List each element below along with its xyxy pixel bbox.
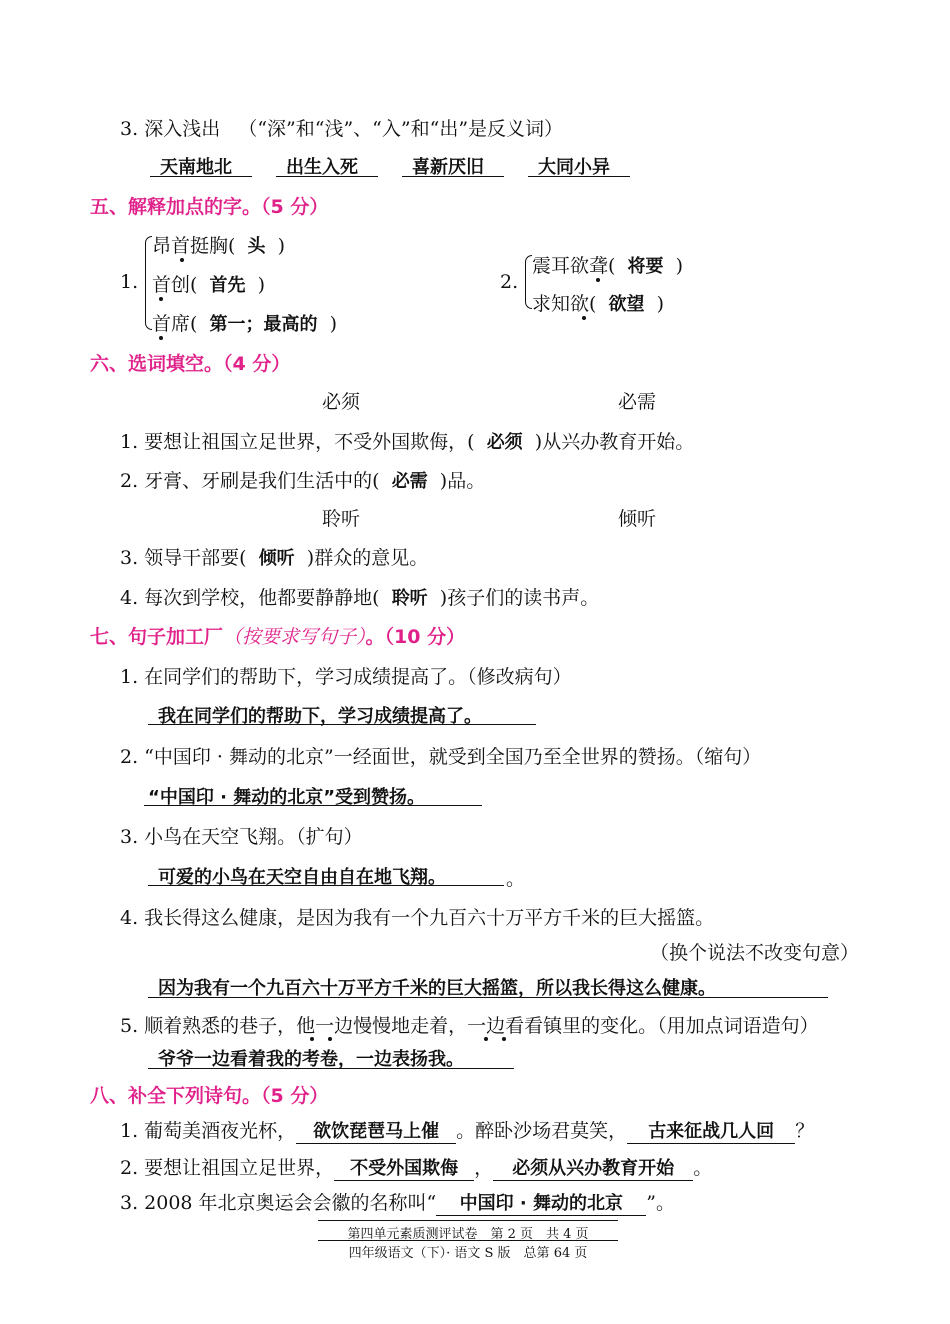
s7-q2: 2. “中国印 · 舞动的北京”一经面世，就受到全国乃至全世界的赞扬。（缩句） <box>120 746 762 768</box>
answer-4: 大同小异 <box>538 157 610 178</box>
answer-3: 喜新厌旧 <box>412 157 484 178</box>
brace-1 <box>145 236 152 330</box>
s7-q4-note: （换个说法不改变句意） <box>650 942 860 964</box>
s8-q1: 1. 葡萄美酒夜光杯， 欲饮琵琶马上催 。醉卧沙场君莫笑， 古来征战几人回 ？ <box>120 1116 814 1144</box>
answer-2: 出生入死 <box>286 157 358 178</box>
s7-q1: 1. 在同学们的帮助下，学习成绩提高了。（修改病句） <box>120 666 572 688</box>
g2-num: 2. <box>500 271 519 293</box>
g1-item-2: 首创( 首先 ) <box>152 274 266 296</box>
section-5-title: 五、解释加点的字。（5 分） <box>90 196 329 218</box>
s6-q1: 1. 要想让祖国立足世界，不受外国欺侮，( 必须 )从兴办教育开始。 <box>120 431 695 453</box>
s7-q4: 4. 我长得这么健康，是因为我有一个九百六十万平方千米的巨大摇篮。 <box>120 907 715 929</box>
word-bixu2: 必需 <box>618 391 657 413</box>
s6-q4: 4. 每次到学校，他都要静静地( 聆听 )孩子们的读书声。 <box>120 587 600 609</box>
s8-q2: 2. 要想让祖国立足世界， 不受外国欺侮 ， 必须从兴办教育开始 。 <box>120 1153 712 1181</box>
g1-num: 1. <box>120 271 139 293</box>
word-lingting: 聆听 <box>322 508 361 530</box>
section-8-title: 八、补全下列诗句。（5 分） <box>90 1085 329 1107</box>
s7-q5: 5. 顺着熟悉的巷子，他一边慢慢地走着，一边看看镇里的变化。（用加点词语造句） <box>120 1015 819 1037</box>
brace-2 <box>525 255 532 309</box>
word-qingting: 倾听 <box>618 508 657 530</box>
footer-line-2: 四年级语文（下）· 语文 S 版 总第 64 页 <box>348 1246 588 1261</box>
answer-1: 天南地北 <box>160 157 232 178</box>
s6-q2: 2. 牙膏、牙刷是我们生活中的( 必需 )品。 <box>120 470 486 492</box>
s6-q3: 3. 领导干部要( 倾听 )群众的意见。 <box>120 547 429 569</box>
q3-top: 3. 深入浅出 （“深”和“浅”、“入”和“出”是反义词） <box>120 118 564 140</box>
word-bixu: 必须 <box>322 391 361 413</box>
g1-item-3: 首席( 第一；最高的 ) <box>152 313 338 335</box>
s7-a1: 我在同学们的帮助下，学习成绩提高了。 <box>158 706 482 727</box>
footer-line-1: 第四单元素质测评试卷 第 2 页 共 4 页 <box>347 1227 589 1242</box>
g2-item-1: 震耳欲聋( 将要 ) <box>532 255 684 277</box>
s7-a3: 可爱的小鸟在天空自由自在地飞翔。 <box>158 867 446 888</box>
g1-item-1: 昂首挺胸( 头 ) <box>152 235 286 257</box>
s7-a3-end: 。 <box>506 868 526 890</box>
s8-q3: 3. 2008 年北京奥运会会徽的名称叫“ 中国印 · 舞动的北京 ”。 <box>120 1188 675 1216</box>
s7-a2: “中国印 · 舞动的北京”受到赞扬。 <box>148 787 426 808</box>
section-7-title: 七、句子加工厂（按要求写句子）。（10 分） <box>90 626 466 648</box>
section-6-title: 六、选词填空。（4 分） <box>90 353 291 375</box>
s7-a5: 爷爷一边看着我的考卷，一边表扬我。 <box>158 1049 464 1070</box>
g2-item-2: 求知欲( 欲望 ) <box>532 293 665 315</box>
s7-a4: 因为我有一个九百六十万平方千米的巨大摇篮，所以我长得这么健康。 <box>158 978 716 999</box>
s7-q3: 3. 小鸟在天空飞翔。（扩句） <box>120 826 363 848</box>
